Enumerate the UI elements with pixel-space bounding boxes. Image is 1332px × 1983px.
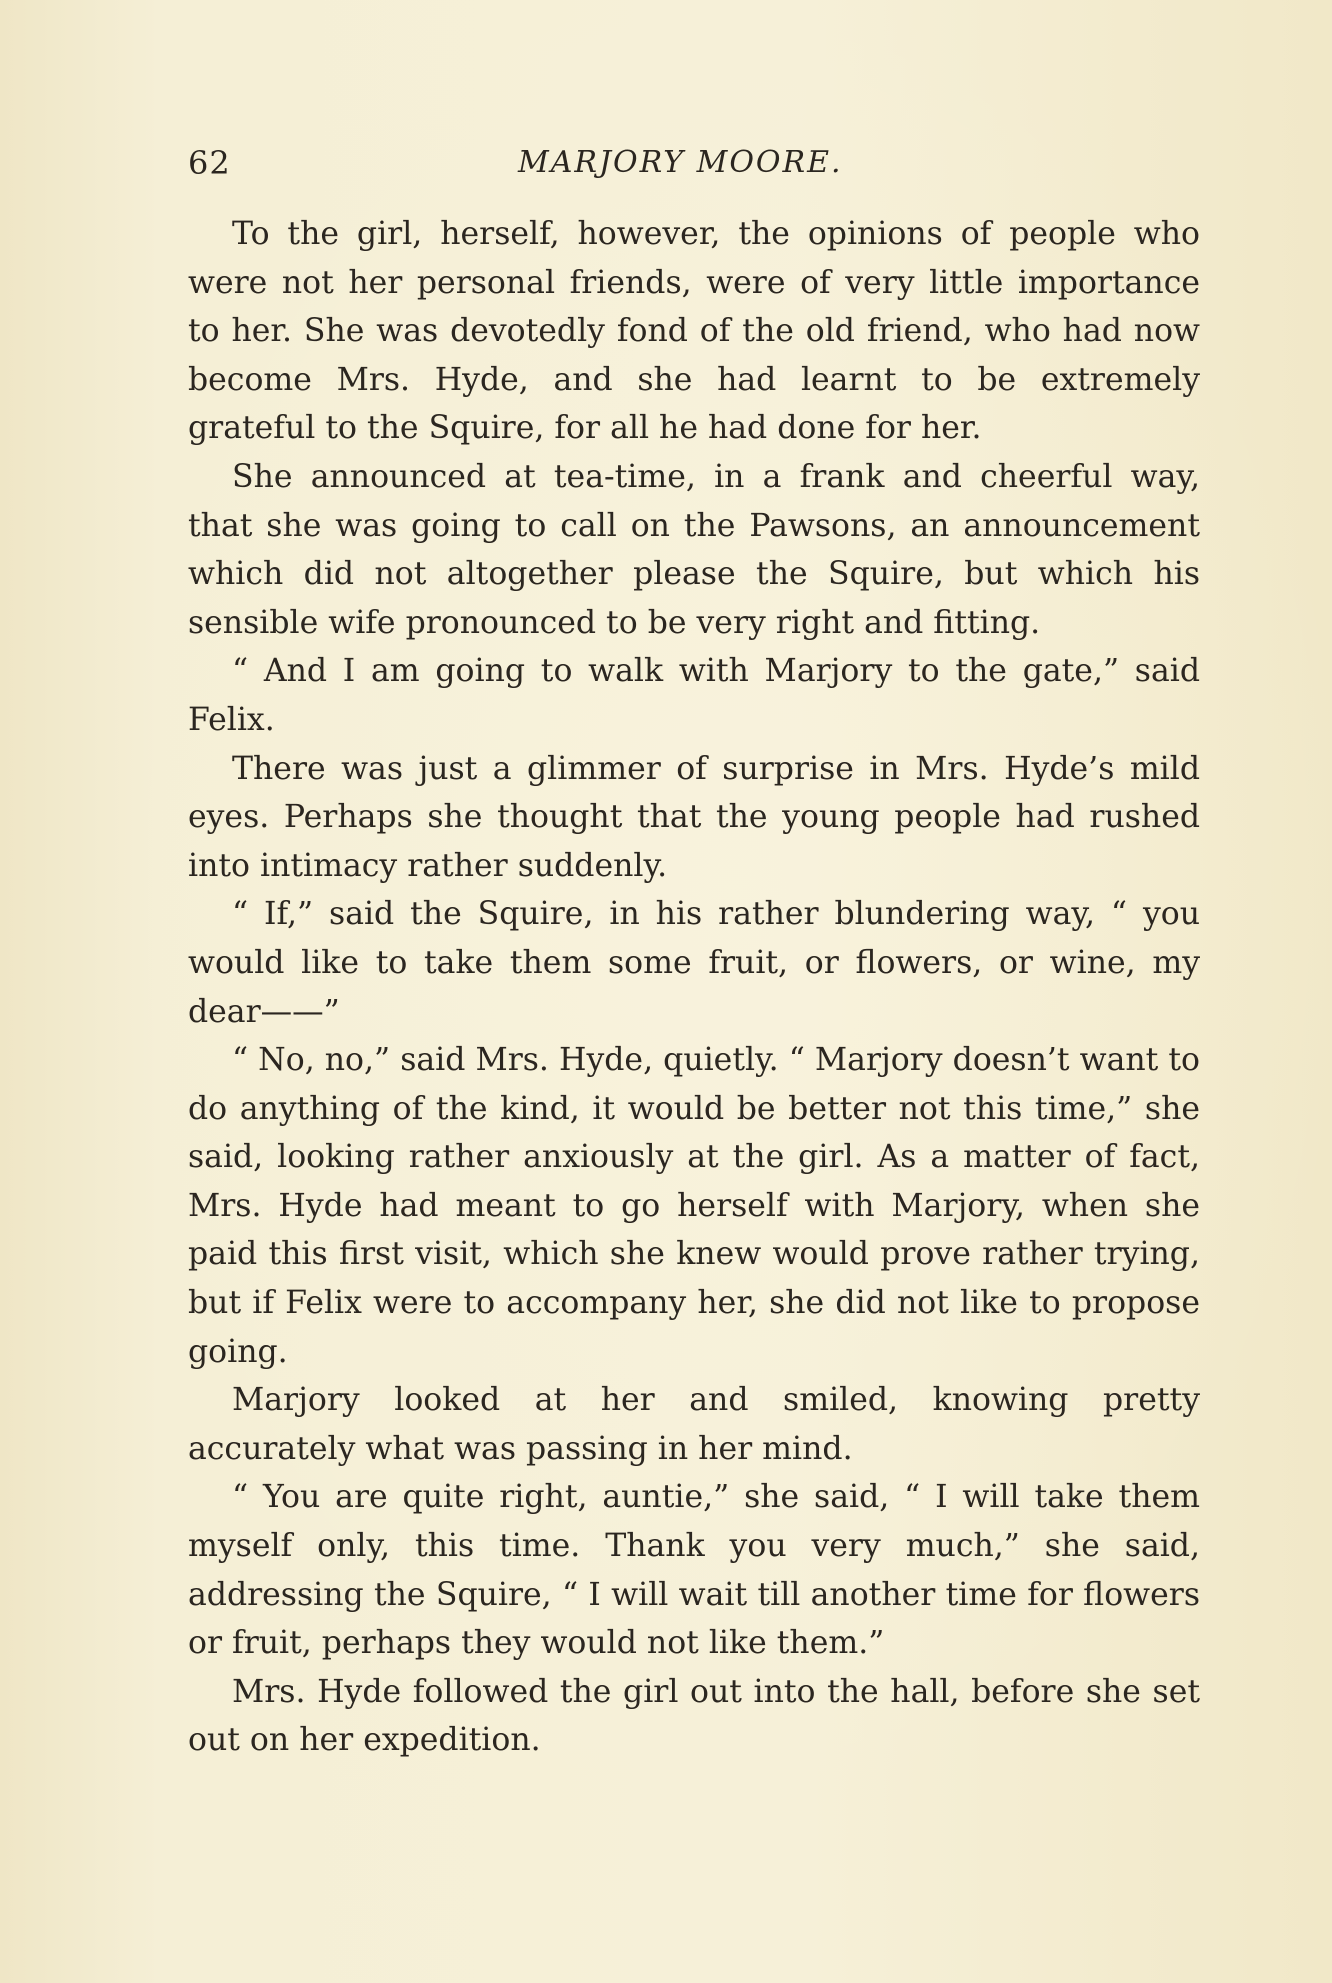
paragraph: Mrs. Hyde followed the girl out into the hall, before she set out on her expedition.	[188, 1673, 1200, 1759]
running-head	[188, 138, 1200, 188]
paragraph: “ If,” said the Squire, in his rather blundering way, “ you would like to take them some fruit, or flowers, or wine, my dear——”	[188, 896, 1200, 1030]
paragraph: Marjory looked at her and smiled, knowing pretty accurately what was passing in her mind.	[188, 1382, 1200, 1467]
paragraph: “ No, no,” said Mrs. Hyde, quietly. “ Marjory doesn’t want to do anything of the kind, it would be better not this time,” she said, looking rather anxiously at the girl. As a matter of fact, Mrs. Hyde had meant to go herself with Marjory, when she paid this first visit, which she knew would prove rather trying, but if Felix were to accompany her, she did not like to propose going.	[188, 1042, 1200, 1370]
paragraph: “ And I am going to walk with Marjory to the gate,” said Felix.	[188, 653, 1200, 738]
paragraph: There was just a glimmer of surprise in Mrs. Hyde’s mild eyes. Perhaps she thought that the young people had rushed into intimacy rather suddenly.	[188, 750, 1200, 884]
running-title: MARJORY MOORE.	[518, 145, 843, 180]
paragraph: To the girl, herself, however, the opinions of people who were not her personal friends, were of very little importance to her. She was devotedly fond of the old friend, who had now become Mrs. Hyde, and she had learnt to be extremely grateful to the Squire, for all he had done for her.	[188, 216, 1200, 447]
page-number: 62	[188, 144, 231, 182]
paragraph: “ You are quite right, auntie,” she said, “ I will take them myself only, this time. Thank you very much,” she said, addressing the Squire, “ I will wait till another time for flowers or fruit, perhaps they would not like them.”	[188, 1479, 1200, 1662]
paragraph: She announced at tea-time, in a frank and cheerful way, that she was going to call on the Pawsons, an announcement which did not altogether please the Squire, but which his sensible wife pronounced to be very right and fitting.	[188, 458, 1200, 641]
body-text	[188, 210, 1200, 1765]
